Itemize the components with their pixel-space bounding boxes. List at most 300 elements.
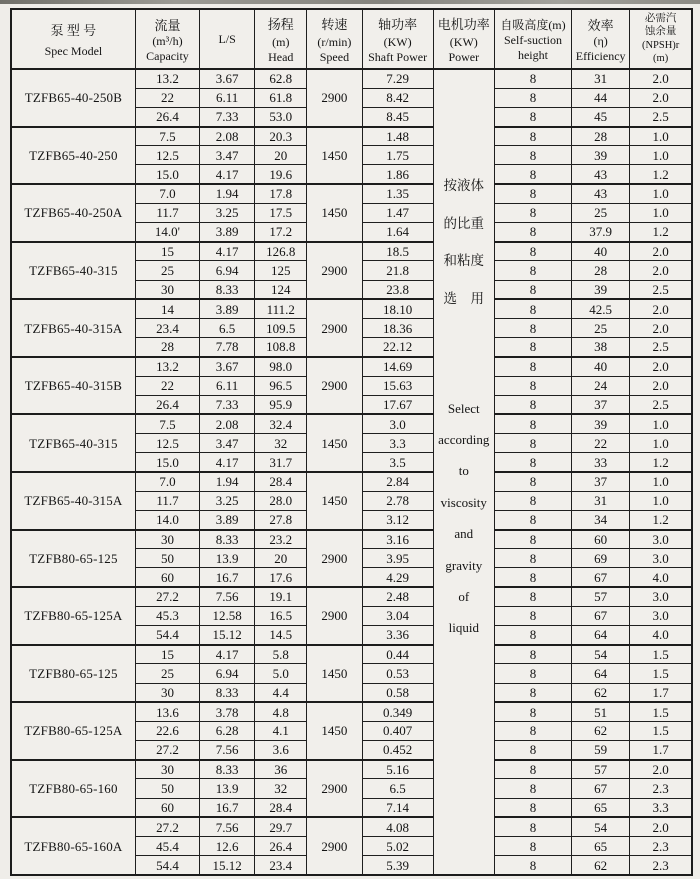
power-note-line: according xyxy=(438,432,490,447)
cell-shaft-power: 4.29 xyxy=(362,568,433,587)
cell-npsh: 3.3 xyxy=(630,798,692,817)
cell-ls: 7.33 xyxy=(200,107,255,126)
cell-npsh: 3.0 xyxy=(630,549,692,568)
cell-shaft-power: 2.78 xyxy=(362,491,433,510)
cell-ls: 12.6 xyxy=(200,837,255,856)
cell-shaft-power: 18.10 xyxy=(362,299,433,318)
cell-speed: 2900 xyxy=(307,530,362,588)
cell-speed: 1450 xyxy=(307,702,362,760)
cell-efficiency: 42.5 xyxy=(572,299,630,318)
cell-ls: 13.9 xyxy=(200,779,255,798)
cell-head: 28.4 xyxy=(255,472,307,491)
cell-efficiency: 33 xyxy=(572,453,630,472)
cell-head: 4.1 xyxy=(255,721,307,740)
cell-shaft-power: 3.0 xyxy=(362,414,433,433)
cell-efficiency: 67 xyxy=(572,568,630,587)
cell-capacity: 13.2 xyxy=(135,357,199,376)
cell-capacity: 26.4 xyxy=(135,107,199,126)
cell-self-suction: 8 xyxy=(494,625,571,644)
cell-npsh: 2.0 xyxy=(630,242,692,261)
cell-head: 5.8 xyxy=(255,645,307,664)
cell-self-suction: 8 xyxy=(494,683,571,702)
cell-speed: 2900 xyxy=(307,69,362,127)
cell-speed: 2900 xyxy=(307,760,362,818)
power-note-line: viscosity xyxy=(440,495,487,510)
cell-efficiency: 57 xyxy=(572,587,630,606)
table-row xyxy=(11,357,692,376)
table-row xyxy=(11,472,692,491)
table-row xyxy=(11,127,692,146)
cell-npsh: 1.0 xyxy=(630,472,692,491)
table-row xyxy=(11,702,692,721)
cell-self-suction: 8 xyxy=(494,741,571,760)
cell-npsh: 4.0 xyxy=(630,625,692,644)
cell-head: 36 xyxy=(255,760,307,779)
cell-head: 62.8 xyxy=(255,69,307,88)
cell-ls: 1.94 xyxy=(200,472,255,491)
cell-capacity: 15.0 xyxy=(135,165,199,184)
cell-head: 16.5 xyxy=(255,606,307,625)
table-row xyxy=(11,817,692,836)
header-motor-power: 电机功率 (KW) Power xyxy=(433,9,494,69)
cell-capacity: 25 xyxy=(135,664,199,683)
cell-capacity: 15.0 xyxy=(135,453,199,472)
cell-efficiency: 62 xyxy=(572,721,630,740)
cell-capacity: 60 xyxy=(135,568,199,587)
cell-capacity: 13.6 xyxy=(135,702,199,721)
cell-head: 26.4 xyxy=(255,837,307,856)
cell-shaft-power: 18.36 xyxy=(362,318,433,337)
cell-shaft-power: 3.12 xyxy=(362,510,433,529)
table-header xyxy=(11,9,692,69)
cell-speed: 1450 xyxy=(307,127,362,185)
cell-capacity: 7.0 xyxy=(135,184,199,203)
cell-shaft-power: 8.42 xyxy=(362,88,433,107)
cell-shaft-power: 17.67 xyxy=(362,395,433,414)
cell-efficiency: 39 xyxy=(572,280,630,299)
cell-efficiency: 60 xyxy=(572,530,630,549)
cell-head: 109.5 xyxy=(255,318,307,337)
cell-capacity: 22.6 xyxy=(135,721,199,740)
cell-ls: 16.7 xyxy=(200,798,255,817)
cell-ls: 13.9 xyxy=(200,549,255,568)
cell-efficiency: 25 xyxy=(572,203,630,222)
cell-head: 19.1 xyxy=(255,587,307,606)
cell-self-suction: 8 xyxy=(494,645,571,664)
cell-self-suction: 8 xyxy=(494,491,571,510)
cell-capacity: 45.4 xyxy=(135,837,199,856)
cell-head: 17.8 xyxy=(255,184,307,203)
cell-shaft-power: 3.36 xyxy=(362,625,433,644)
cell-efficiency: 45 xyxy=(572,107,630,126)
cell-shaft-power: 7.29 xyxy=(362,69,433,88)
cell-capacity: 14.0' xyxy=(135,223,199,242)
header-self-suction: 自吸高度(m) Self-suction height xyxy=(494,9,571,69)
cell-npsh: 2.3 xyxy=(630,837,692,856)
cell-capacity: 22 xyxy=(135,376,199,395)
cell-efficiency: 39 xyxy=(572,146,630,165)
cell-npsh: 2.5 xyxy=(630,107,692,126)
power-note-line: to xyxy=(458,463,469,478)
cell-shaft-power: 3.16 xyxy=(362,530,433,549)
cell-ls: 4.17 xyxy=(200,453,255,472)
cell-head: 28.4 xyxy=(255,798,307,817)
cell-self-suction: 8 xyxy=(494,261,571,280)
cell-efficiency: 28 xyxy=(572,127,630,146)
power-note-line: 选 用 xyxy=(443,291,485,306)
cell-self-suction: 8 xyxy=(494,856,571,875)
cell-npsh: 1.0 xyxy=(630,491,692,510)
cell-self-suction: 8 xyxy=(494,146,571,165)
cell-shaft-power: 21.8 xyxy=(362,261,433,280)
cell-speed: 1450 xyxy=(307,472,362,530)
cell-spec-model: TZFB80-65-160A xyxy=(11,817,135,875)
cell-head: 14.5 xyxy=(255,625,307,644)
header-head: 扬程 (m) Head xyxy=(255,9,307,69)
cell-self-suction: 8 xyxy=(494,510,571,529)
cell-ls: 3.67 xyxy=(200,69,255,88)
cell-efficiency: 44 xyxy=(572,88,630,107)
cell-npsh: 1.0 xyxy=(630,184,692,203)
cell-npsh: 1.2 xyxy=(630,453,692,472)
cell-self-suction: 8 xyxy=(494,568,571,587)
table-row xyxy=(11,414,692,433)
cell-shaft-power: 18.5 xyxy=(362,242,433,261)
cell-self-suction: 8 xyxy=(494,357,571,376)
cell-head: 32 xyxy=(255,779,307,798)
cell-self-suction: 8 xyxy=(494,837,571,856)
cell-capacity: 60 xyxy=(135,798,199,817)
cell-ls: 6.94 xyxy=(200,261,255,280)
cell-ls: 4.17 xyxy=(200,645,255,664)
cell-npsh: 2.0 xyxy=(630,318,692,337)
cell-self-suction: 8 xyxy=(494,107,571,126)
cell-self-suction: 8 xyxy=(494,223,571,242)
cell-npsh: 1.2 xyxy=(630,223,692,242)
cell-efficiency: 54 xyxy=(572,645,630,664)
cell-efficiency: 62 xyxy=(572,856,630,875)
cell-ls: 3.89 xyxy=(200,510,255,529)
cell-npsh: 1.5 xyxy=(630,664,692,683)
cell-npsh: 2.5 xyxy=(630,280,692,299)
cell-shaft-power: 22.12 xyxy=(362,338,433,357)
cell-capacity: 50 xyxy=(135,779,199,798)
cell-capacity: 25 xyxy=(135,261,199,280)
cell-capacity: 13.2 xyxy=(135,69,199,88)
cell-capacity: 30 xyxy=(135,683,199,702)
cell-head: 126.8 xyxy=(255,242,307,261)
cell-capacity: 26.4 xyxy=(135,395,199,414)
cell-capacity: 7.5 xyxy=(135,127,199,146)
cell-self-suction: 8 xyxy=(494,434,571,453)
cell-npsh: 2.0 xyxy=(630,376,692,395)
cell-shaft-power: 5.16 xyxy=(362,760,433,779)
header-ls: L/S xyxy=(200,9,255,69)
cell-npsh: 1.2 xyxy=(630,165,692,184)
cell-npsh: 1.5 xyxy=(630,721,692,740)
cell-head: 96.5 xyxy=(255,376,307,395)
cell-ls: 4.17 xyxy=(200,165,255,184)
cell-npsh: 2.5 xyxy=(630,395,692,414)
header-spec-model-zh: 泵 型 号 xyxy=(50,22,97,38)
cell-head: 32 xyxy=(255,434,307,453)
cell-self-suction: 8 xyxy=(494,530,571,549)
cell-self-suction: 8 xyxy=(494,395,571,414)
scan-edge-artifact xyxy=(0,0,700,4)
cell-self-suction: 8 xyxy=(494,453,571,472)
power-note-line: liquid xyxy=(448,620,479,635)
cell-capacity: 7.0 xyxy=(135,472,199,491)
cell-head: 23.2 xyxy=(255,530,307,549)
header-shaft-power: 轴功率 (KW) Shaft Power xyxy=(362,9,433,69)
cell-efficiency: 34 xyxy=(572,510,630,529)
cell-shaft-power: 1.35 xyxy=(362,184,433,203)
cell-ls: 6.11 xyxy=(200,88,255,107)
cell-capacity: 30 xyxy=(135,760,199,779)
cell-npsh: 3.0 xyxy=(630,587,692,606)
cell-self-suction: 8 xyxy=(494,88,571,107)
cell-head: 20 xyxy=(255,549,307,568)
cell-efficiency: 37.9 xyxy=(572,223,630,242)
cell-ls: 6.28 xyxy=(200,721,255,740)
cell-shaft-power: 1.64 xyxy=(362,223,433,242)
table-row xyxy=(11,760,692,779)
cell-ls: 3.89 xyxy=(200,299,255,318)
cell-shaft-power: 6.5 xyxy=(362,779,433,798)
cell-efficiency: 22 xyxy=(572,434,630,453)
cell-efficiency: 31 xyxy=(572,491,630,510)
cell-shaft-power: 3.3 xyxy=(362,434,433,453)
cell-self-suction: 8 xyxy=(494,242,571,261)
cell-efficiency: 59 xyxy=(572,741,630,760)
cell-self-suction: 8 xyxy=(494,165,571,184)
cell-shaft-power: 15.63 xyxy=(362,376,433,395)
cell-shaft-power: 0.44 xyxy=(362,645,433,664)
cell-efficiency: 24 xyxy=(572,376,630,395)
cell-npsh: 1.0 xyxy=(630,127,692,146)
cell-shaft-power: 23.8 xyxy=(362,280,433,299)
cell-ls: 7.56 xyxy=(200,741,255,760)
cell-head: 98.0 xyxy=(255,357,307,376)
cell-ls: 3.47 xyxy=(200,146,255,165)
cell-shaft-power: 3.95 xyxy=(362,549,433,568)
cell-spec-model: TZFB80-65-160 xyxy=(11,760,135,818)
cell-ls: 6.11 xyxy=(200,376,255,395)
cell-efficiency: 67 xyxy=(572,606,630,625)
cell-capacity: 11.7 xyxy=(135,491,199,510)
cell-npsh: 2.0 xyxy=(630,357,692,376)
cell-head: 111.2 xyxy=(255,299,307,318)
cell-self-suction: 8 xyxy=(494,184,571,203)
cell-shaft-power: 7.14 xyxy=(362,798,433,817)
cell-npsh: 2.5 xyxy=(630,338,692,357)
cell-self-suction: 8 xyxy=(494,472,571,491)
cell-self-suction: 8 xyxy=(494,549,571,568)
cell-npsh: 2.0 xyxy=(630,88,692,107)
table-row xyxy=(11,69,692,88)
header-efficiency: 效率 (η) Efficiency xyxy=(572,9,630,69)
power-note-line: of xyxy=(458,589,470,604)
cell-head: 28.0 xyxy=(255,491,307,510)
header-capacity: 流量 (m³/h) Capacity xyxy=(135,9,199,69)
cell-spec-model: TZFB65-40-315A xyxy=(11,299,135,357)
cell-shaft-power: 0.53 xyxy=(362,664,433,683)
header-spec-model-en: Spec Model xyxy=(44,43,103,58)
cell-npsh: 2.3 xyxy=(630,779,692,798)
cell-spec-model: TZFB65-40-250A xyxy=(11,184,135,242)
cell-speed: 2900 xyxy=(307,357,362,415)
cell-head: 5.0 xyxy=(255,664,307,683)
cell-capacity: 50 xyxy=(135,549,199,568)
cell-npsh: 2.3 xyxy=(630,856,692,875)
cell-shaft-power: 3.5 xyxy=(362,453,433,472)
cell-self-suction: 8 xyxy=(494,69,571,88)
cell-npsh: 3.0 xyxy=(630,530,692,549)
cell-ls: 3.78 xyxy=(200,702,255,721)
cell-head: 20.3 xyxy=(255,127,307,146)
cell-speed: 1450 xyxy=(307,184,362,242)
cell-self-suction: 8 xyxy=(494,376,571,395)
cell-shaft-power: 5.02 xyxy=(362,837,433,856)
cell-head: 4.8 xyxy=(255,702,307,721)
cell-ls: 3.47 xyxy=(200,434,255,453)
power-note-line: gravity xyxy=(445,558,483,573)
cell-efficiency: 67 xyxy=(572,779,630,798)
cell-self-suction: 8 xyxy=(494,338,571,357)
cell-shaft-power: 1.75 xyxy=(362,146,433,165)
cell-capacity: 45.3 xyxy=(135,606,199,625)
cell-shaft-power: 1.86 xyxy=(362,165,433,184)
cell-self-suction: 8 xyxy=(494,702,571,721)
cell-head: 4.4 xyxy=(255,683,307,702)
cell-npsh: 1.7 xyxy=(630,741,692,760)
cell-npsh: 1.0 xyxy=(630,434,692,453)
cell-speed: 2900 xyxy=(307,587,362,645)
header-spec-model xyxy=(11,9,135,69)
cell-efficiency: 40 xyxy=(572,242,630,261)
cell-shaft-power: 2.84 xyxy=(362,472,433,491)
cell-shaft-power: 5.39 xyxy=(362,856,433,875)
cell-efficiency: 64 xyxy=(572,625,630,644)
cell-capacity: 12.5 xyxy=(135,146,199,165)
cell-shaft-power: 0.58 xyxy=(362,683,433,702)
cell-head: 108.8 xyxy=(255,338,307,357)
table-body xyxy=(11,69,692,875)
cell-capacity: 11.7 xyxy=(135,203,199,222)
cell-spec-model: TZFB80-65-125 xyxy=(11,530,135,588)
cell-capacity: 7.5 xyxy=(135,414,199,433)
cell-ls: 8.33 xyxy=(200,760,255,779)
header-npsh: 必需汽 蚀余量 (NPSH)r (m) xyxy=(630,9,692,69)
cell-speed: 1450 xyxy=(307,645,362,703)
cell-ls: 3.89 xyxy=(200,223,255,242)
cell-capacity: 15 xyxy=(135,242,199,261)
cell-spec-model: TZFB65-40-315 xyxy=(11,414,135,472)
cell-ls: 2.08 xyxy=(200,414,255,433)
cell-capacity: 28 xyxy=(135,338,199,357)
power-note-line: 按液体 xyxy=(443,178,485,193)
cell-head: 27.8 xyxy=(255,510,307,529)
cell-npsh: 2.0 xyxy=(630,760,692,779)
cell-head: 125 xyxy=(255,261,307,280)
cell-speed: 1450 xyxy=(307,414,362,472)
cell-ls: 8.33 xyxy=(200,280,255,299)
cell-self-suction: 8 xyxy=(494,817,571,836)
cell-head: 3.6 xyxy=(255,741,307,760)
cell-self-suction: 8 xyxy=(494,587,571,606)
cell-spec-model: TZFB65-40-315 xyxy=(11,242,135,300)
cell-capacity: 27.2 xyxy=(135,741,199,760)
cell-speed: 2900 xyxy=(307,299,362,357)
cell-shaft-power: 1.48 xyxy=(362,127,433,146)
cell-npsh: 2.0 xyxy=(630,69,692,88)
header-speed: 转速 (r/min) Speed xyxy=(307,9,362,69)
cell-shaft-power: 1.47 xyxy=(362,203,433,222)
table-row xyxy=(11,242,692,261)
cell-head: 32.4 xyxy=(255,414,307,433)
cell-self-suction: 8 xyxy=(494,299,571,318)
cell-self-suction: 8 xyxy=(494,414,571,433)
cell-npsh: 2.0 xyxy=(630,817,692,836)
cell-efficiency: 69 xyxy=(572,549,630,568)
cell-self-suction: 8 xyxy=(494,203,571,222)
cell-ls: 15.12 xyxy=(200,625,255,644)
cell-spec-model: TZFB65-40-315B xyxy=(11,357,135,415)
cell-head: 17.6 xyxy=(255,568,307,587)
cell-efficiency: 28 xyxy=(572,261,630,280)
cell-npsh: 1.0 xyxy=(630,414,692,433)
cell-shaft-power: 0.452 xyxy=(362,741,433,760)
power-note-line: Select xyxy=(447,401,480,416)
cell-efficiency: 65 xyxy=(572,798,630,817)
cell-shaft-power: 3.04 xyxy=(362,606,433,625)
cell-capacity: 23.4 xyxy=(135,318,199,337)
cell-efficiency: 31 xyxy=(572,69,630,88)
cell-head: 23.4 xyxy=(255,856,307,875)
cell-efficiency: 37 xyxy=(572,395,630,414)
cell-self-suction: 8 xyxy=(494,606,571,625)
cell-capacity: 12.5 xyxy=(135,434,199,453)
cell-ls: 12.58 xyxy=(200,606,255,625)
cell-npsh: 1.2 xyxy=(630,510,692,529)
cell-ls: 7.56 xyxy=(200,817,255,836)
power-note-line: 和粘度 xyxy=(443,253,485,268)
cell-ls: 7.78 xyxy=(200,338,255,357)
cell-capacity: 27.2 xyxy=(135,587,199,606)
cell-head: 17.2 xyxy=(255,223,307,242)
table-row xyxy=(11,645,692,664)
cell-shaft-power: 0.349 xyxy=(362,702,433,721)
cell-head: 95.9 xyxy=(255,395,307,414)
cell-efficiency: 38 xyxy=(572,338,630,357)
cell-efficiency: 51 xyxy=(572,702,630,721)
cell-self-suction: 8 xyxy=(494,760,571,779)
cell-efficiency: 37 xyxy=(572,472,630,491)
cell-efficiency: 43 xyxy=(572,184,630,203)
cell-ls: 1.94 xyxy=(200,184,255,203)
cell-ls: 7.33 xyxy=(200,395,255,414)
cell-self-suction: 8 xyxy=(494,721,571,740)
cell-ls: 3.25 xyxy=(200,491,255,510)
cell-capacity: 54.4 xyxy=(135,856,199,875)
cell-self-suction: 8 xyxy=(494,318,571,337)
cell-efficiency: 62 xyxy=(572,683,630,702)
cell-self-suction: 8 xyxy=(494,798,571,817)
power-note-line: 的比重 xyxy=(443,216,485,231)
cell-efficiency: 64 xyxy=(572,664,630,683)
cell-spec-model: TZFB80-65-125A xyxy=(11,702,135,760)
cell-capacity: 15 xyxy=(135,645,199,664)
